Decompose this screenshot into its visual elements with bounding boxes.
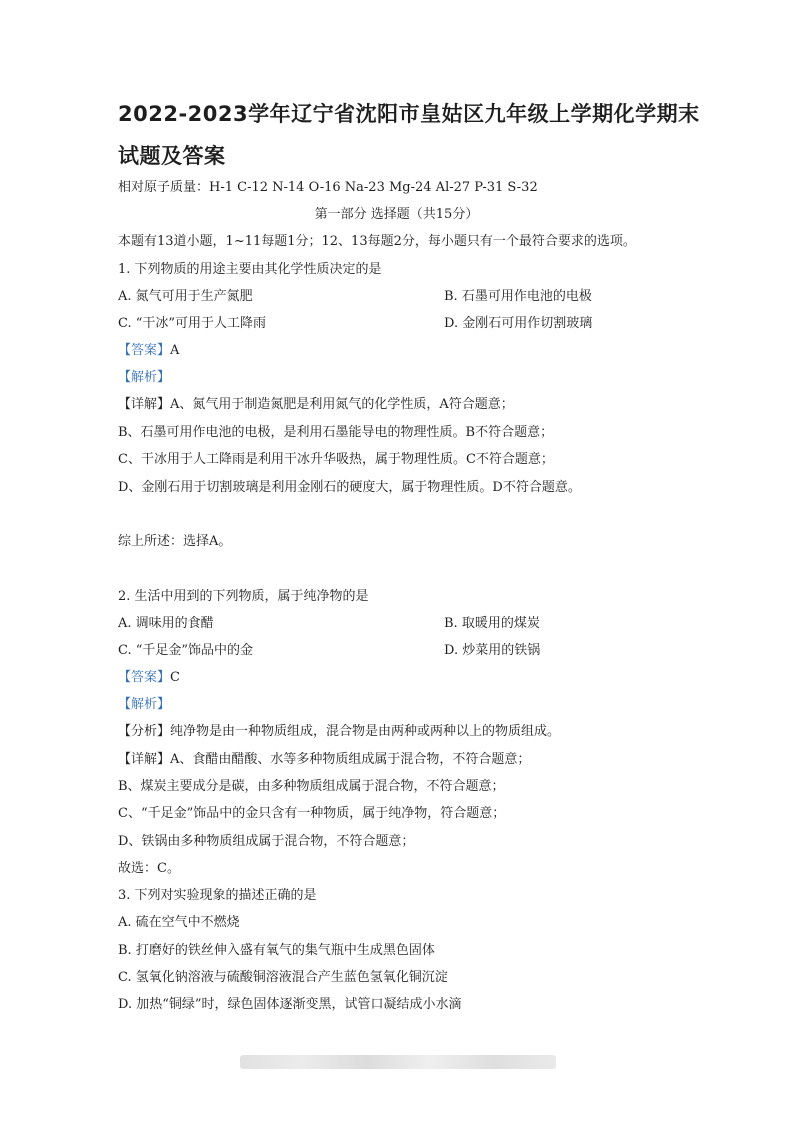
q1-stem: 1. 下列物质的用途主要由其化学性质决定的是 [118, 262, 382, 277]
q1-analysis-tag: 【解析】 [118, 370, 171, 385]
q1-detail-line-1 [118, 397, 514, 413]
q2-detail-line-1 [118, 752, 530, 768]
q2-conclusion: 故选：C。 [118, 861, 180, 876]
q2-stem: 2. 生活中用到的下列物质，属于纯净物的是 [118, 589, 369, 604]
q1-summary: 综上所述：选择A。 [118, 534, 232, 549]
document-title-line-1: 2022-2023学年辽宁省沈阳市皇姑区九年级上学期化学期末 [118, 102, 700, 126]
q1-answer-tag: 【答案】 [118, 343, 171, 358]
q1-answer-line [118, 343, 179, 359]
q2-option-a: A. 调味用的食醋 [118, 616, 214, 631]
q1-detail-3: C、干冰用于人工降雨是利用干冰升华吸热，属于物理性质。C不符合题意； [118, 452, 554, 467]
q2-fenxi: 纯净物是由一种物质组成，混合物是由两种或两种以上的物质组成。 [170, 724, 561, 739]
q2-detail-1: A、食醋由醋酸、水等多种物质组成属于混合物，不符合题意； [170, 752, 531, 767]
q1-option-c: C. “干冰”可用于人工降雨 [118, 316, 267, 331]
q3-option-d: D. 加热“铜绿”时，绿色固体逐渐变黑，试管口凝结成小水滴 [118, 997, 462, 1012]
q1-detail-4: D、金刚石用于切割玻璃是利用金刚石的硬度大，属于物理性质。D不符合题意。 [118, 480, 581, 495]
q2-answer: C [170, 670, 180, 685]
document-title-line-2: 试题及答案 [118, 144, 226, 168]
q2-fenxi-line [118, 724, 560, 740]
q2-option-b: B. 取暖用的煤炭 [444, 616, 540, 631]
q1-option-d: D. 金刚石可用作切割玻璃 [444, 316, 593, 331]
q2-option-c: C. “千足金”饰品中的金 [118, 643, 254, 658]
q3-option-a: A. 硫在空气中不燃烧 [118, 915, 240, 930]
q3-stem: 3. 下列对实验现象的描述正确的是 [118, 888, 317, 903]
blurred-footer-watermark [240, 1055, 556, 1069]
q2-detail-4: D、铁锅由多种物质组成属于混合物，不符合题意； [118, 834, 415, 849]
q2-detail-2: B、煤炭主要成分是碳，由多种物质组成属于混合物，不符合题意； [118, 779, 505, 794]
q1-detail-tag: 【详解】 [118, 397, 171, 412]
q1-option-a: A. 氮气可用于生产氮肥 [118, 289, 253, 304]
q2-answer-line [118, 670, 180, 686]
q1-option-b: B. 石墨可用作电池的电极 [444, 289, 592, 304]
q3-option-b: B. 打磨好的铁丝伸入盛有氧气的集气瓶中生成黑色固体 [118, 943, 435, 958]
q3-option-c: C. 氢氧化钠溶液与硫酸铜溶液混合产生蓝色氢氧化铜沉淀 [118, 970, 448, 985]
q1-answer: A [170, 343, 180, 358]
instructions: 本题有13道小题，1~11每题1分；12、13每题2分，每小题只有一个最符合要求的选项。 [118, 234, 636, 249]
section-heading: 第一部分 选择题（共15分） [314, 207, 479, 222]
q2-analysis-tag: 【解析】 [118, 697, 171, 712]
q2-answer-tag: 【答案】 [118, 670, 171, 685]
atomic-masses: 相对原子质量：H-1 C-12 N-14 O-16 Na-23 Mg-24 Al-27 P-31 S-32 [118, 180, 538, 195]
q1-detail-1: A、氮气用于制造氮肥是利用氮气的化学性质，A符合题意； [170, 397, 514, 412]
q2-option-d: D. 炒菜用的铁锅 [444, 643, 541, 658]
q1-detail-2: B、石墨可用作电池的电极，是利用石墨能导电的物理性质。B不符合题意； [118, 425, 554, 440]
q2-detail-3: C、“千足金”饰品中的金只含有一种物质，属于纯净物，符合题意； [118, 806, 506, 821]
q2-detail-tag: 【详解】 [118, 752, 171, 767]
q2-fenxi-tag: 【分析】 [118, 724, 171, 739]
